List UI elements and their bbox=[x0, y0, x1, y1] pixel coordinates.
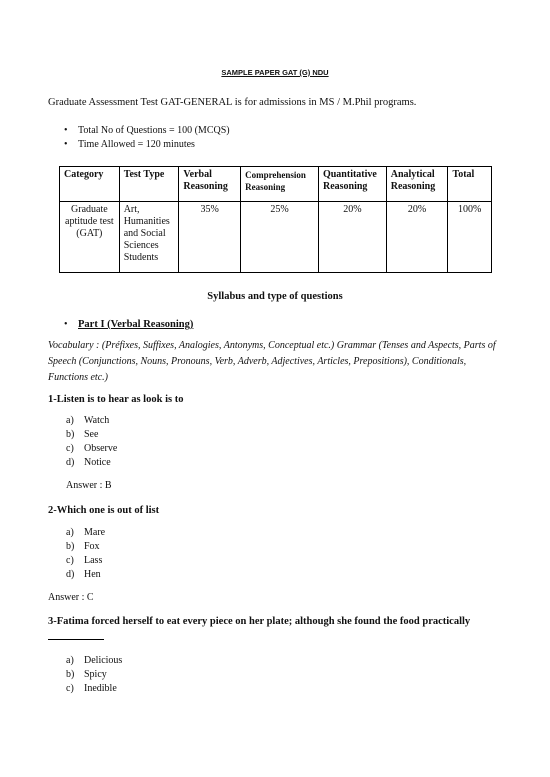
table-cell: 20% bbox=[386, 202, 448, 273]
list-item: • Total No of Questions = 100 (MCQS) bbox=[60, 124, 230, 138]
option-text: See bbox=[84, 429, 99, 440]
table-cell: Art, Humanities and Social Sciences Students bbox=[119, 202, 179, 273]
syllabus-heading: Syllabus and type of questions bbox=[207, 291, 343, 302]
option-text: Fox bbox=[84, 541, 100, 552]
answer-text: Answer : C bbox=[48, 592, 94, 603]
list-item bbox=[60, 318, 193, 332]
option-label: c) bbox=[66, 443, 74, 454]
table-cell: 20% bbox=[318, 202, 386, 273]
list-item bbox=[66, 540, 105, 554]
option-label: c) bbox=[66, 683, 74, 694]
category-table bbox=[59, 166, 492, 273]
answer-text: Answer : B bbox=[66, 480, 112, 491]
option-label: b) bbox=[66, 669, 75, 680]
table-cell: 100% bbox=[448, 202, 492, 273]
option-label: b) bbox=[66, 429, 75, 440]
table-header: Comprehension Reasoning bbox=[241, 167, 319, 202]
table-header: Total bbox=[448, 167, 492, 202]
answer-blank bbox=[48, 639, 104, 640]
list-item bbox=[66, 442, 117, 456]
option-text: Watch bbox=[84, 415, 110, 426]
option-label: d) bbox=[66, 569, 75, 580]
table-header: Category bbox=[60, 167, 120, 202]
table-header-row bbox=[60, 167, 492, 202]
list-item bbox=[66, 526, 105, 540]
option-label: a) bbox=[66, 415, 74, 426]
list-item: • Time Allowed = 120 minutes bbox=[60, 138, 230, 152]
table-cell: Graduate aptitude test (GAT) bbox=[60, 202, 120, 273]
question-text: 1-Listen is to hear as look is to bbox=[48, 394, 184, 405]
table-header: Quantitative Reasoning bbox=[318, 167, 386, 202]
option-text: Hen bbox=[84, 569, 101, 580]
table-cell: 35% bbox=[179, 202, 241, 273]
exam-info-list bbox=[60, 124, 230, 152]
option-text: Delicious bbox=[84, 655, 123, 666]
option-text: Mare bbox=[84, 527, 106, 538]
option-text: Observe bbox=[84, 443, 118, 454]
options-list bbox=[66, 654, 122, 696]
options-list bbox=[66, 526, 105, 582]
list-item bbox=[66, 414, 117, 428]
intro-paragraph: Graduate Assessment Test GAT-GENERAL is for admissions in MS / M.Phil programs. bbox=[48, 97, 417, 108]
list-item bbox=[66, 682, 122, 696]
question-text: 2-Which one is out of list bbox=[48, 505, 160, 516]
list-item bbox=[66, 554, 105, 568]
page-title: SAMPLE PAPER GAT (G) NDU bbox=[221, 68, 329, 77]
table-header: Verbal Reasoning bbox=[179, 167, 241, 202]
option-label: a) bbox=[66, 655, 74, 666]
option-text: Lass bbox=[84, 555, 103, 566]
option-text: Inedible bbox=[84, 683, 117, 694]
option-text: Notice bbox=[84, 457, 111, 468]
options-list bbox=[66, 414, 117, 470]
table-header: Analytical Reasoning bbox=[386, 167, 448, 202]
vocabulary-paragraph: Vocabulary : (Préfixes, Suffixes, Analogies, Antonyms, Conceptual etc.) Grammar (Tenses and Aspects, Parts of Speech (Conjunctions, Nouns, Pronouns, Verb, Adverb, Adjectives, Articles, Prepositions), Conditionals, Functions etc.) bbox=[48, 340, 496, 383]
list-item bbox=[66, 428, 117, 442]
part-heading: Part I (Verbal Reasoning) bbox=[78, 319, 194, 330]
table-header: Test Type bbox=[119, 167, 179, 202]
part-list bbox=[60, 318, 193, 332]
option-text: Spicy bbox=[84, 669, 107, 680]
question-text: 3-Fatima forced herself to eat every piece on her plate; although she found the food practically bbox=[48, 616, 471, 627]
list-item bbox=[66, 654, 122, 668]
option-label: b) bbox=[66, 541, 75, 552]
table-cell: 25% bbox=[241, 202, 319, 273]
option-label: c) bbox=[66, 555, 74, 566]
option-label: a) bbox=[66, 527, 74, 538]
list-item bbox=[66, 568, 105, 582]
list-item bbox=[66, 668, 122, 682]
option-label: d) bbox=[66, 457, 75, 468]
table-row bbox=[60, 202, 492, 273]
list-item bbox=[66, 456, 117, 470]
